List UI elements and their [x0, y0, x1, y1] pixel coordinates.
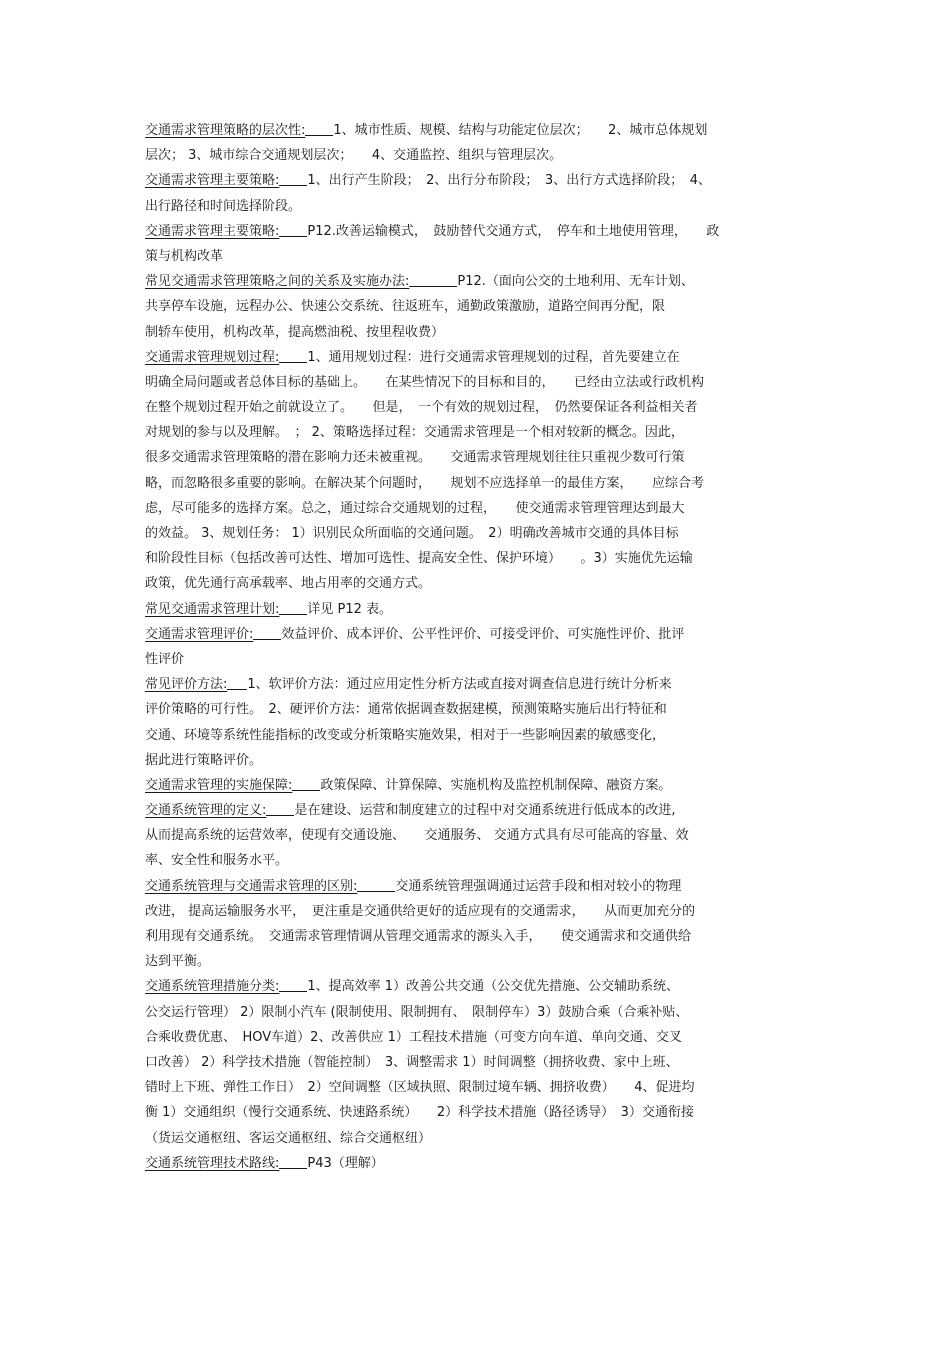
body-text: 利用现有交通系统。 交通需求管理情调从管理交通需求的源头入手， 使交通需求和交通供给: [145, 929, 692, 944]
body-text: 据此进行策略评价。: [145, 752, 263, 768]
section-heading: 交通系统管理措施分类:: [145, 979, 280, 995]
fill-in-blank: [266, 801, 294, 816]
section-heading: 交通需求管理的实施保障:: [145, 777, 293, 793]
body-text: 合乘收费优惠、 HOV车道）2、改善供应 1）工程技术措施（可变方向车道、单向交通、交叉: [145, 1029, 682, 1045]
text-line: [145, 697, 815, 722]
text-line: [145, 723, 815, 748]
fill-in-blank: [279, 348, 307, 363]
body-text: 达到平衡。: [145, 954, 211, 970]
text-line: [145, 748, 815, 773]
text-line: [145, 823, 815, 848]
text-line: [145, 471, 815, 496]
body-text: 策与机构改革: [145, 248, 224, 264]
body-text: 政策保障、计算保障、实施机构及监控机制保障、融资方案。: [320, 777, 672, 793]
section-heading: 交通系统管理的定义:: [145, 803, 267, 819]
section-heading: 常见评价方法:: [145, 677, 228, 693]
text-line: [145, 1050, 815, 1075]
text-line: [145, 168, 815, 193]
body-text: 对规划的参与以及理解。 ； 2、策略选择过程：交通需求管理是一个相对较新的概念。因此，: [145, 425, 684, 441]
body-text: 改进， 提高运输服务水平， 更注重是交通供给更好的适应现有的交通需求， 从而更加充分的: [145, 903, 696, 919]
body-text: 虑，尽可能多的选择方案。总之，通过综合交通规划的过程， 使交通需求管理管理达到最大: [145, 500, 685, 516]
text-line: [145, 244, 815, 269]
fill-in-blank: [279, 171, 307, 186]
body-text: 1、出行产生阶段； 2、出行分布阶段； 3、出行方式选择阶段； 4、: [307, 173, 711, 189]
text-line: [145, 320, 815, 345]
text-line: [145, 1151, 815, 1176]
fill-in-blank: [305, 121, 333, 136]
text-line: [145, 1000, 815, 1025]
text-line: [145, 345, 815, 370]
body-text: 从而提高系统的运营效率，使现有交通设施、 交通服务、 交通方式具有尽可能高的容量、效: [145, 828, 689, 844]
text-line: [145, 521, 815, 546]
body-text: 明确全局问题或者总体目标的基础上。 在某些情况下的目标和目的， 已经由立法或行政机构: [145, 374, 705, 390]
text-line: [145, 420, 815, 445]
text-line: [145, 370, 815, 395]
text-line: [145, 496, 815, 521]
text-line: [145, 194, 815, 219]
text-line: [145, 1025, 815, 1050]
body-text: 和阶段性目标（包括改善可达性、增加可选性、提高安全性、保护环境） 。3）实施优先运输: [145, 551, 693, 567]
body-text: 1、软评价方法：通过应用定性分析方法或直接对调查信息进行统计分析来: [247, 677, 672, 693]
section-heading: 交通系统管理技术路线:: [145, 1155, 280, 1171]
text-line: [145, 1075, 815, 1100]
fill-in-blank: [253, 625, 281, 640]
body-text: 共享停车设施，远程办公、快速公交系统、往返班车，通勤政策激励，道路空间再分配，限: [145, 299, 666, 315]
body-text: 1、通用规划过程：进行交通需求管理规划的过程，首先要建立在: [307, 349, 680, 365]
fill-in-blank: [279, 222, 307, 237]
body-text: 详见 P12 表。: [307, 601, 393, 617]
fill-in-blank: [409, 272, 457, 287]
text-line: [145, 118, 815, 143]
body-text: P12.（面向公交的土地利用、无车计划、: [457, 274, 694, 290]
section-heading: 交通需求管理评价:: [145, 626, 254, 642]
section-heading: 交通系统管理与交通需求管理的区别:: [145, 878, 358, 894]
text-line: [145, 294, 815, 319]
text-line: [145, 798, 815, 823]
section-heading: 交通需求管理策略的层次性:: [145, 123, 306, 138]
body-text: 衡 1）交通组织（慢行交通系统、快速路系统） 2）科学技术措施（路径诱导） 3）交通衔接: [145, 1105, 694, 1121]
fill-in-blank: [357, 877, 395, 892]
fill-in-blank: [292, 776, 320, 791]
body-text: 制轿车使用，机构改革，提高燃油税、按里程收费）: [145, 324, 445, 340]
text-line: [145, 269, 815, 294]
section-heading: 常见交通需求管理策略之间的关系及实施办法:: [145, 274, 410, 290]
body-text: 出行路径和时间选择阶段。: [145, 198, 302, 214]
body-text: 政策，优先通行高承载率、地占用率的交通方式。: [145, 576, 432, 592]
fill-in-blank: [279, 1154, 307, 1169]
body-text: 性评价: [145, 651, 185, 667]
body-text: 率、安全性和服务水平。: [145, 853, 289, 869]
section-heading: 交通需求管理主要策略:: [145, 173, 280, 189]
body-text: （货运交通枢纽、客运交通枢纽、综合交通枢纽）: [145, 1130, 432, 1146]
text-line: [145, 571, 815, 596]
text-line: [145, 924, 815, 949]
document-body: [145, 118, 815, 1176]
body-text: 很多交通需求管理策略的潜在影响力还未被重视。 交通需求管理规划往往只重视少数可行策: [145, 450, 685, 466]
text-line: [145, 949, 815, 974]
text-line: [145, 143, 815, 168]
text-line: [145, 395, 815, 420]
text-line: [145, 974, 815, 999]
section-heading: 交通需求管理规划过程:: [145, 349, 280, 365]
text-line: [145, 672, 815, 697]
text-line: [145, 773, 815, 798]
section-heading: 常见交通需求管理计划:: [145, 601, 280, 617]
text-line: [145, 219, 815, 244]
body-text: 效益评价、成本评价、公平性评价、可接受评价、可实施性评价、批评: [281, 626, 685, 642]
body-text: 口改善） 2）科学技术措施（智能控制） 3、调整需求 1）时间调整（拥挤收费、家中上班、: [145, 1054, 679, 1070]
text-line: [145, 622, 815, 647]
text-line: [145, 546, 815, 571]
text-line: [145, 899, 815, 924]
body-text: 的效益。 3、规划任务： 1）识别民众所面临的交通问题。 2）明确改善城市交通的具体目标: [145, 526, 679, 541]
section-heading: 交通需求管理主要策略:: [145, 223, 280, 239]
body-text: P12.改善运输模式， 鼓励替代交通方式， 停车和土地使用管理， 政: [307, 223, 720, 239]
text-line: [145, 1126, 815, 1151]
body-text: 层次； 3、城市综合交通规划层次； 4、交通监控、组织与管理层次。: [145, 148, 563, 164]
body-text: 评价策略的可行性。 2、硬评价方法：通常依据调查数据建模，预测策略实施后出行特征和: [145, 702, 667, 718]
text-line: [145, 874, 815, 899]
body-text: 错时上下班、弹性工作日） 2）空间调整（区域执照、限制过境车辆、拥挤收费） 4、促进均: [145, 1080, 695, 1096]
fill-in-blank: [227, 675, 247, 690]
text-line: [145, 647, 815, 672]
text-line: [145, 445, 815, 470]
body-text: 是在建设、运营和制度建立的过程中对交通系统进行低成本的改进,: [294, 803, 676, 819]
body-text: 交通、环境等系统性能指标的改变或分析策略实施效果，相对于一些影响因素的敏感变化，: [145, 727, 666, 743]
body-text: 交通系统管理强调通过运营手段和相对较小的物理: [395, 878, 682, 894]
body-text: 略，而忽略很多重要的影响。在解决某个问题时， 规划不应选择单一的最佳方案， 应综合考: [145, 475, 705, 491]
body-text: 1、城市性质、规模、结构与功能定位层次； 2、城市总体规划: [333, 123, 708, 138]
body-text: P43（理解）: [307, 1155, 384, 1171]
body-text: 在整个规划过程开始之前就设立了。 但是， 一个有效的规划过程， 仍然要保证各利益相关者: [145, 400, 698, 416]
fill-in-blank: [279, 600, 307, 615]
text-line: [145, 848, 815, 873]
body-text: 公交运行管理） 2）限制小汽车 (限制使用、限制拥有、 限制停车）3）鼓励合乘（合乘补贴、: [145, 1004, 689, 1020]
text-line: [145, 597, 815, 622]
fill-in-blank: [279, 977, 307, 992]
text-line: [145, 1100, 815, 1125]
body-text: 1、提高效率 1）改善公共交通（公交优先措施、公交辅助系统、: [307, 979, 680, 995]
